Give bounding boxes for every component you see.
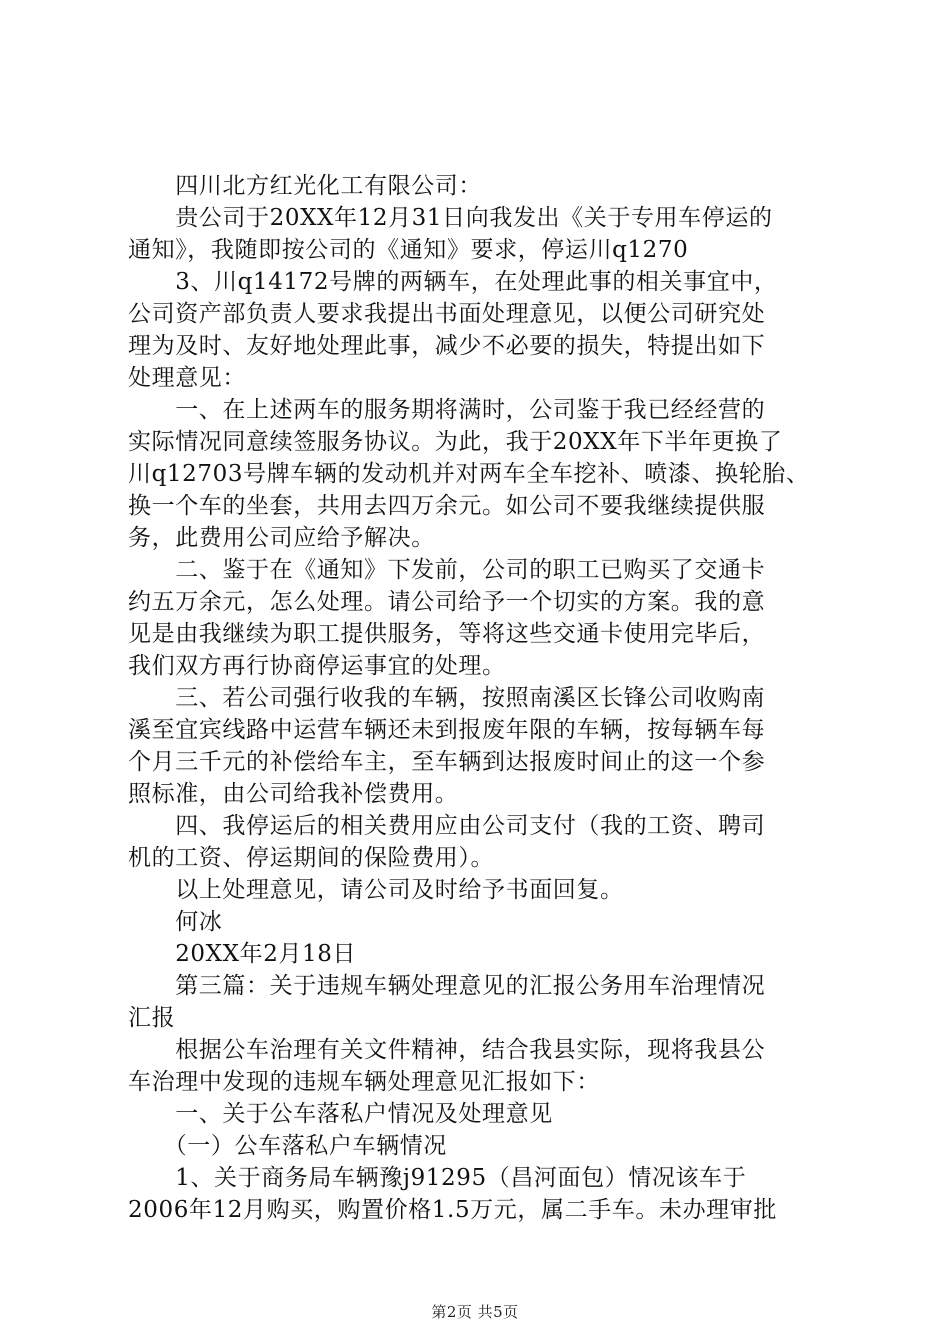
text-line: 一、关于公车落私户情况及处理意见 [128,1101,553,1127]
text-line: 实际情况同意续签服务协议。为此，我于20XX年下半年更换了 [128,429,783,455]
text-line: 何冰 [128,909,223,935]
text-line: 务，此费用公司应给予解决。 [128,525,435,551]
text-line: 第三篇：关于违规车辆处理意见的汇报公务用车治理情况 [128,973,766,999]
text-line: 以上处理意见，请公司及时给予书面回复。 [128,877,624,903]
text-line: 见是由我继续为职工提供服务，等将这些交通卡使用完毕后， [128,621,766,647]
text-line: 换一个车的坐套，共用去四万余元。如公司不要我继续提供服 [128,493,766,519]
text-line: 四、我停运后的相关费用应由公司支付（我的工资、聘司 [128,813,766,839]
text-line: 一、在上述两车的服务期将满时，公司鉴于我已经经营的 [128,397,766,423]
text-line: 1、关于商务局车辆豫j91295（昌河面包）情况该车于 [128,1165,747,1191]
text-line: 公司资产部负责人要求我提出书面处理意见，以便公司研究处 [128,301,766,327]
text-line: 处理意见： [128,365,246,391]
text-line: 2006年12月购买，购置价格1.5万元，属二手车。未办理审批 [128,1197,777,1223]
page-number-footer: 第2页 共5页 [431,1303,519,1321]
text-line: 溪至宜宾线路中运营车辆还未到报废年限的车辆，按每辆车每 [128,717,766,743]
text-line: 通知》，我随即按公司的《通知》要求，停运川q1270 [128,237,689,263]
text-line: 个月三千元的补偿给车主，至车辆到达报废时间止的这一个参 [128,749,766,775]
text-line: 机的工资、停运期间的保险费用）。 [128,845,495,871]
text-line: 根据公车治理有关文件精神，结合我县实际，现将我县公 [128,1037,766,1063]
text-line: 川q12703号牌车辆的发动机并对两车全车挖补、喷漆、换轮胎、 [128,461,810,487]
text-line: 四川北方红光化工有限公司： [128,173,482,199]
text-line: 二、鉴于在《通知》下发前，公司的职工已购买了交通卡 [128,557,766,583]
text-line: （一）公车落私户车辆情况 [128,1133,447,1159]
text-line: 车治理中发现的违规车辆处理意见汇报如下： [128,1069,600,1095]
text-line: 照标准，由公司给我补偿费用。 [128,781,459,807]
text-line: 我们双方再行协商停运事宜的处理。 [128,653,506,679]
text-line: 约五万余元，怎么处理。请公司给予一个切实的方案。我的意 [128,589,766,615]
text-line: 汇报 [128,1005,176,1031]
text-line: 三、若公司强行收我的车辆，按照南溪区长锋公司收购南 [128,685,766,711]
text-line: 贵公司于20XX年12月31日向我发出《关于专用车停运的 [128,205,773,231]
text-line: 3、川q14172号牌的两辆车，在处理此事的相关事宜中， [128,269,778,295]
text-line: 理为及时、友好地处理此事，减少不必要的损失，特提出如下 [128,333,766,359]
text-line: 20XX年2月18日 [128,941,357,967]
